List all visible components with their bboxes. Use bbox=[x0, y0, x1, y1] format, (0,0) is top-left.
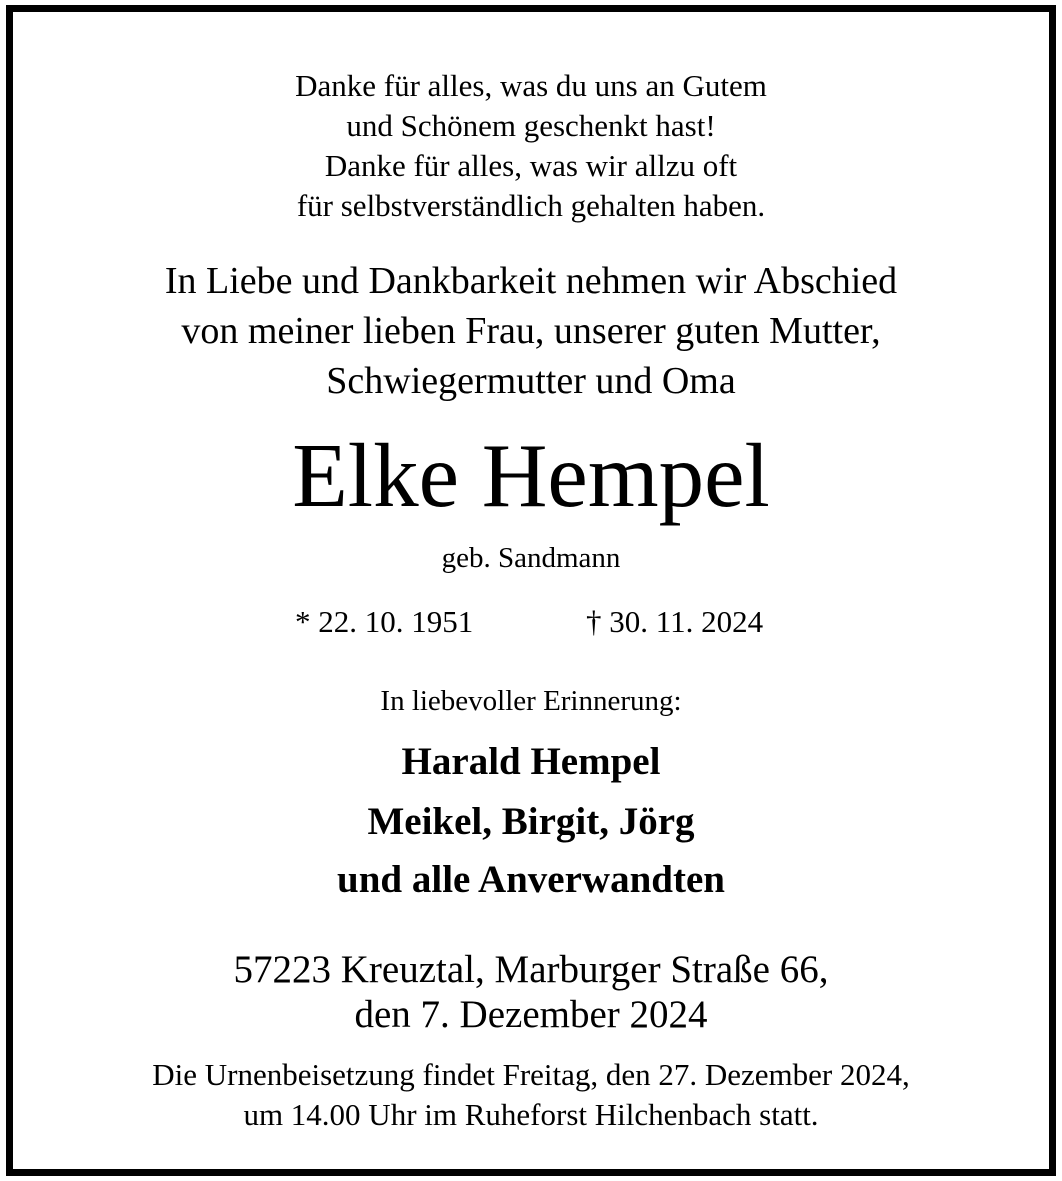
address-line-2: den 7. Dezember 2024 bbox=[354, 993, 708, 1036]
death-date: † 30. 11. 2024 bbox=[586, 604, 764, 639]
obituary-notice bbox=[6, 5, 1056, 1176]
mourner-line-1: Harald Hempel bbox=[401, 740, 661, 783]
mourner-line-2: Meikel, Birgit, Jörg bbox=[367, 800, 695, 843]
maiden-name: geb. Sandmann bbox=[441, 542, 621, 574]
intro-line-1: In Liebe und Dankbarkeit nehmen wir Abschied bbox=[164, 260, 898, 302]
quote-line-3: Danke für alles, was wir allzu oft bbox=[324, 148, 738, 183]
memory-label: In liebevoller Erinnerung: bbox=[380, 685, 682, 717]
quote-line-2: und Schönem geschenkt hast! bbox=[346, 108, 716, 143]
quote-line-1: Danke für alles, was du uns an Gutem bbox=[295, 68, 767, 103]
address-line-1: 57223 Kreuztal, Marburger Straße 66, bbox=[233, 948, 829, 991]
mourner-line-3: und alle Anverwandten bbox=[337, 858, 725, 901]
intro-line-3: Schwiegermutter und Oma bbox=[326, 360, 736, 402]
birth-date: * 22. 10. 1951 bbox=[295, 604, 474, 639]
funeral-line-1: Die Urnenbeisetzung findet Freitag, den 27. Dezember 2024, bbox=[152, 1057, 910, 1092]
quote-line-4: für selbstverständlich gehalten haben. bbox=[296, 188, 766, 223]
intro-line-2: von meiner lieben Frau, unserer guten Mutter, bbox=[181, 310, 881, 352]
deceased-name: Elke Hempel bbox=[292, 425, 770, 526]
funeral-line-2: um 14.00 Uhr im Ruheforst Hilchenbach statt. bbox=[243, 1097, 819, 1132]
